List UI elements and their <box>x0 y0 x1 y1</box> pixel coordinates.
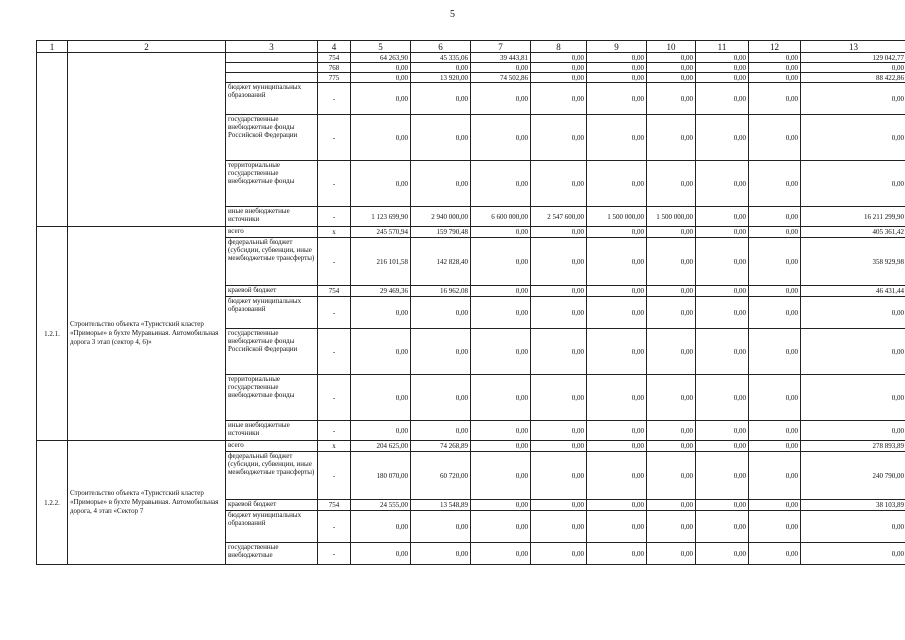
year-value: 1 123 699,90 <box>351 207 411 227</box>
funding-source: территориальные государственные внебюджетные фонды <box>226 375 318 421</box>
col-header: 8 <box>531 41 587 53</box>
year-value: 0,00 <box>647 500 696 511</box>
year-value: 0,00 <box>587 511 647 543</box>
budget-code: - <box>318 511 351 543</box>
funding-source: бюджет муниципальных образований <box>226 297 318 329</box>
year-value: 0,00 <box>587 500 647 511</box>
budget-code: - <box>318 421 351 441</box>
year-value: 0,00 <box>696 286 749 297</box>
funding-source <box>226 53 318 63</box>
funding-source: иные внебюджетные источники <box>226 207 318 227</box>
col-header: 9 <box>587 41 647 53</box>
year-value: 0,00 <box>531 452 587 500</box>
year-value: 0,00 <box>531 441 587 452</box>
funding-source: краевой бюджет <box>226 500 318 511</box>
total-value: 38 103,89 <box>801 500 905 511</box>
budget-code: 754 <box>318 53 351 63</box>
table-row <box>37 53 905 63</box>
year-value: 6 600 000,00 <box>471 207 531 227</box>
year-value: 0,00 <box>531 83 587 115</box>
year-value: 0,00 <box>471 511 531 543</box>
total-value: 0,00 <box>801 511 905 543</box>
year-value: 0,00 <box>647 543 696 565</box>
year-value: 0,00 <box>647 227 696 238</box>
year-value: 0,00 <box>647 286 696 297</box>
year-value: 0,00 <box>587 73 647 83</box>
page-number: 5 <box>450 9 455 20</box>
item-number: 1.2.2. <box>37 441 68 565</box>
year-value: 0,00 <box>749 115 801 161</box>
year-value: 0,00 <box>411 329 471 375</box>
total-value: 0,00 <box>801 421 905 441</box>
col-header: 10 <box>647 41 696 53</box>
budget-code: x <box>318 441 351 452</box>
year-value: 0,00 <box>587 329 647 375</box>
total-value: 405 361,42 <box>801 227 905 238</box>
total-value: 0,00 <box>801 115 905 161</box>
year-value: 0,00 <box>351 375 411 421</box>
col-header: 3 <box>226 41 318 53</box>
year-value: 0,00 <box>749 500 801 511</box>
year-value: 0,00 <box>749 421 801 441</box>
year-value: 0,00 <box>471 115 531 161</box>
budget-code: 754 <box>318 286 351 297</box>
year-value: 0,00 <box>471 161 531 207</box>
year-value: 16 962,08 <box>411 286 471 297</box>
year-value: 0,00 <box>749 286 801 297</box>
budget-table <box>36 40 905 565</box>
year-value: 0,00 <box>647 511 696 543</box>
table-row <box>37 227 905 238</box>
year-value: 0,00 <box>696 500 749 511</box>
funding-source: бюджет муниципальных образований <box>226 511 318 543</box>
funding-source: государственные внебюджетные фонды Российской Федерации <box>226 115 318 161</box>
year-value: 0,00 <box>587 452 647 500</box>
year-value: 0,00 <box>647 375 696 421</box>
total-value: 0,00 <box>801 161 905 207</box>
year-value: 13 548,89 <box>411 500 471 511</box>
year-value: 0,00 <box>749 543 801 565</box>
year-value: 24 555,00 <box>351 500 411 511</box>
year-value: 0,00 <box>587 375 647 421</box>
year-value: 0,00 <box>531 115 587 161</box>
year-value: 0,00 <box>696 543 749 565</box>
year-value: 0,00 <box>351 83 411 115</box>
year-value: 0,00 <box>351 511 411 543</box>
budget-code: x <box>318 227 351 238</box>
year-value: 0,00 <box>587 421 647 441</box>
year-value: 0,00 <box>531 500 587 511</box>
budget-code: - <box>318 207 351 227</box>
year-value: 0,00 <box>647 238 696 286</box>
year-value: 2 547 600,00 <box>531 207 587 227</box>
year-value: 0,00 <box>647 161 696 207</box>
year-value: 0,00 <box>647 452 696 500</box>
col-header: 6 <box>411 41 471 53</box>
year-value: 60 720,00 <box>411 452 471 500</box>
year-value: 0,00 <box>471 421 531 441</box>
year-value: 0,00 <box>411 161 471 207</box>
year-value: 0,00 <box>531 421 587 441</box>
year-value: 0,00 <box>587 83 647 115</box>
year-value: 0,00 <box>471 297 531 329</box>
year-value: 0,00 <box>351 161 411 207</box>
year-value: 0,00 <box>647 297 696 329</box>
year-value: 0,00 <box>696 452 749 500</box>
year-value: 0,00 <box>587 63 647 73</box>
year-value: 0,00 <box>471 543 531 565</box>
item-description: Строительство объекта «Туристский кластер «Приморье» в бухте Муравьиная. Автомобильная дорога 3 этап (сектор 4, 6)» <box>68 227 226 441</box>
total-value: 0,00 <box>801 83 905 115</box>
year-value: 0,00 <box>696 441 749 452</box>
year-value: 0,00 <box>531 286 587 297</box>
funding-source: всего <box>226 441 318 452</box>
year-value: 0,00 <box>749 297 801 329</box>
year-value: 159 790,48 <box>411 227 471 238</box>
year-value: 0,00 <box>587 238 647 286</box>
year-value: 0,00 <box>411 297 471 329</box>
year-value: 64 263,90 <box>351 53 411 63</box>
budget-code: 754 <box>318 500 351 511</box>
funding-source <box>226 63 318 73</box>
funding-source: иные внебюджетные источники <box>226 421 318 441</box>
year-value: 39 443,81 <box>471 53 531 63</box>
year-value: 0,00 <box>696 207 749 227</box>
year-value: 0,00 <box>647 63 696 73</box>
year-value: 0,00 <box>471 238 531 286</box>
year-value: 74 268,89 <box>411 441 471 452</box>
year-value: 0,00 <box>696 115 749 161</box>
year-value: 1 500 000,00 <box>587 207 647 227</box>
year-value: 0,00 <box>351 297 411 329</box>
year-value: 0,00 <box>471 441 531 452</box>
year-value: 0,00 <box>749 375 801 421</box>
year-value: 0,00 <box>351 543 411 565</box>
year-value: 0,00 <box>351 421 411 441</box>
year-value: 0,00 <box>696 329 749 375</box>
year-value: 0,00 <box>531 73 587 83</box>
year-value: 0,00 <box>696 227 749 238</box>
budget-code: - <box>318 238 351 286</box>
year-value: 1 500 000,00 <box>647 207 696 227</box>
year-value: 0,00 <box>647 329 696 375</box>
year-value: 0,00 <box>587 441 647 452</box>
item-description: Строительство объекта «Туристский кластер «Приморье» в бухте Муравьиная. Автомобильная дорога, 4 этап «Сектор 7 <box>68 441 226 565</box>
year-value: 0,00 <box>647 53 696 63</box>
year-value: 0,00 <box>749 161 801 207</box>
year-value: 0,00 <box>749 207 801 227</box>
funding-source: краевой бюджет <box>226 286 318 297</box>
budget-code: - <box>318 452 351 500</box>
year-value: 0,00 <box>587 161 647 207</box>
budget-code: - <box>318 375 351 421</box>
funding-source: всего <box>226 227 318 238</box>
year-value: 0,00 <box>647 115 696 161</box>
year-value: 0,00 <box>647 83 696 115</box>
year-value: 0,00 <box>696 238 749 286</box>
col-header: 11 <box>696 41 749 53</box>
total-value: 0,00 <box>801 297 905 329</box>
year-value: 0,00 <box>696 161 749 207</box>
col-header: 13 <box>801 41 905 53</box>
budget-code: 768 <box>318 63 351 73</box>
year-value: 0,00 <box>471 329 531 375</box>
total-value: 129 042,77 <box>801 53 905 63</box>
year-value: 0,00 <box>351 63 411 73</box>
year-value: 0,00 <box>411 421 471 441</box>
year-value: 0,00 <box>531 329 587 375</box>
year-value: 0,00 <box>749 329 801 375</box>
total-value: 278 893,89 <box>801 441 905 452</box>
total-value: 0,00 <box>801 375 905 421</box>
year-value: 29 469,36 <box>351 286 411 297</box>
year-value: 0,00 <box>471 375 531 421</box>
budget-code: - <box>318 297 351 329</box>
year-value: 0,00 <box>411 115 471 161</box>
year-value: 216 101,58 <box>351 238 411 286</box>
year-value: 0,00 <box>696 83 749 115</box>
funding-source: государственные внебюджетные фонды Российской Федерации <box>226 329 318 375</box>
year-value: 0,00 <box>587 286 647 297</box>
year-value: 0,00 <box>411 375 471 421</box>
funding-source: бюджет муниципальных образований <box>226 83 318 115</box>
year-value: 0,00 <box>471 452 531 500</box>
year-value: 0,00 <box>696 63 749 73</box>
year-value: 0,00 <box>411 63 471 73</box>
year-value: 0,00 <box>587 115 647 161</box>
budget-code: 775 <box>318 73 351 83</box>
year-value: 0,00 <box>351 73 411 83</box>
total-value: 88 422,86 <box>801 73 905 83</box>
year-value: 0,00 <box>471 500 531 511</box>
year-value: 0,00 <box>647 441 696 452</box>
year-value: 0,00 <box>471 286 531 297</box>
year-value: 0,00 <box>531 227 587 238</box>
budget-code: - <box>318 83 351 115</box>
year-value: 74 502,86 <box>471 73 531 83</box>
funding-source: федеральный бюджет (субсидии, субвенции, иные межбюджетные трансферты) <box>226 452 318 500</box>
year-value: 0,00 <box>696 297 749 329</box>
year-value: 0,00 <box>531 297 587 329</box>
year-value: 0,00 <box>351 115 411 161</box>
year-value: 180 070,00 <box>351 452 411 500</box>
year-value: 142 828,40 <box>411 238 471 286</box>
total-value: 0,00 <box>801 63 905 73</box>
year-value: 0,00 <box>411 511 471 543</box>
total-value: 0,00 <box>801 329 905 375</box>
year-value: 45 335,06 <box>411 53 471 63</box>
funding-source: территориальные государственные внебюджетные фонды <box>226 161 318 207</box>
col-header: 4 <box>318 41 351 53</box>
item-number <box>37 53 68 227</box>
year-value: 0,00 <box>696 511 749 543</box>
year-value: 0,00 <box>531 375 587 421</box>
year-value: 0,00 <box>587 543 647 565</box>
year-value: 0,00 <box>411 543 471 565</box>
year-value: 0,00 <box>531 63 587 73</box>
col-header: 5 <box>351 41 411 53</box>
funding-source: федеральный бюджет (субсидии, субвенции, иные межбюджетные трансферты) <box>226 238 318 286</box>
year-value: 0,00 <box>749 63 801 73</box>
year-value: 0,00 <box>647 421 696 441</box>
year-value: 0,00 <box>749 73 801 83</box>
year-value: 0,00 <box>647 73 696 83</box>
year-value: 0,00 <box>749 452 801 500</box>
total-value: 0,00 <box>801 543 905 565</box>
year-value: 0,00 <box>531 161 587 207</box>
col-header: 1 <box>37 41 68 53</box>
year-value: 0,00 <box>749 53 801 63</box>
year-value: 0,00 <box>696 421 749 441</box>
year-value: 13 920,00 <box>411 73 471 83</box>
year-value: 0,00 <box>531 238 587 286</box>
year-value: 0,00 <box>411 83 471 115</box>
col-header: 7 <box>471 41 531 53</box>
year-value: 2 940 000,00 <box>411 207 471 227</box>
year-value: 0,00 <box>696 53 749 63</box>
year-value: 0,00 <box>351 329 411 375</box>
budget-code: - <box>318 115 351 161</box>
year-value: 0,00 <box>471 63 531 73</box>
year-value: 0,00 <box>749 227 801 238</box>
year-value: 0,00 <box>531 511 587 543</box>
year-value: 0,00 <box>531 543 587 565</box>
col-header: 2 <box>68 41 226 53</box>
year-value: 204 625,00 <box>351 441 411 452</box>
item-number: 1.2.1. <box>37 227 68 441</box>
year-value: 0,00 <box>749 238 801 286</box>
total-value: 46 431,44 <box>801 286 905 297</box>
item-description <box>68 53 226 227</box>
year-value: 0,00 <box>749 511 801 543</box>
year-value: 0,00 <box>696 375 749 421</box>
year-value: 0,00 <box>587 53 647 63</box>
year-value: 0,00 <box>587 227 647 238</box>
year-value: 245 570,94 <box>351 227 411 238</box>
year-value: 0,00 <box>696 73 749 83</box>
table-row <box>37 441 905 452</box>
year-value: 0,00 <box>749 441 801 452</box>
year-value: 0,00 <box>531 53 587 63</box>
budget-code: - <box>318 543 351 565</box>
year-value: 0,00 <box>587 297 647 329</box>
year-value: 0,00 <box>749 83 801 115</box>
total-value: 240 790,00 <box>801 452 905 500</box>
budget-code: - <box>318 161 351 207</box>
col-header: 12 <box>749 41 801 53</box>
total-value: 358 929,98 <box>801 238 905 286</box>
funding-source <box>226 73 318 83</box>
total-value: 16 211 299,90 <box>801 207 905 227</box>
funding-source: государственные внебюджетные <box>226 543 318 565</box>
year-value: 0,00 <box>471 83 531 115</box>
header-row <box>37 41 905 53</box>
budget-code: - <box>318 329 351 375</box>
year-value: 0,00 <box>471 227 531 238</box>
